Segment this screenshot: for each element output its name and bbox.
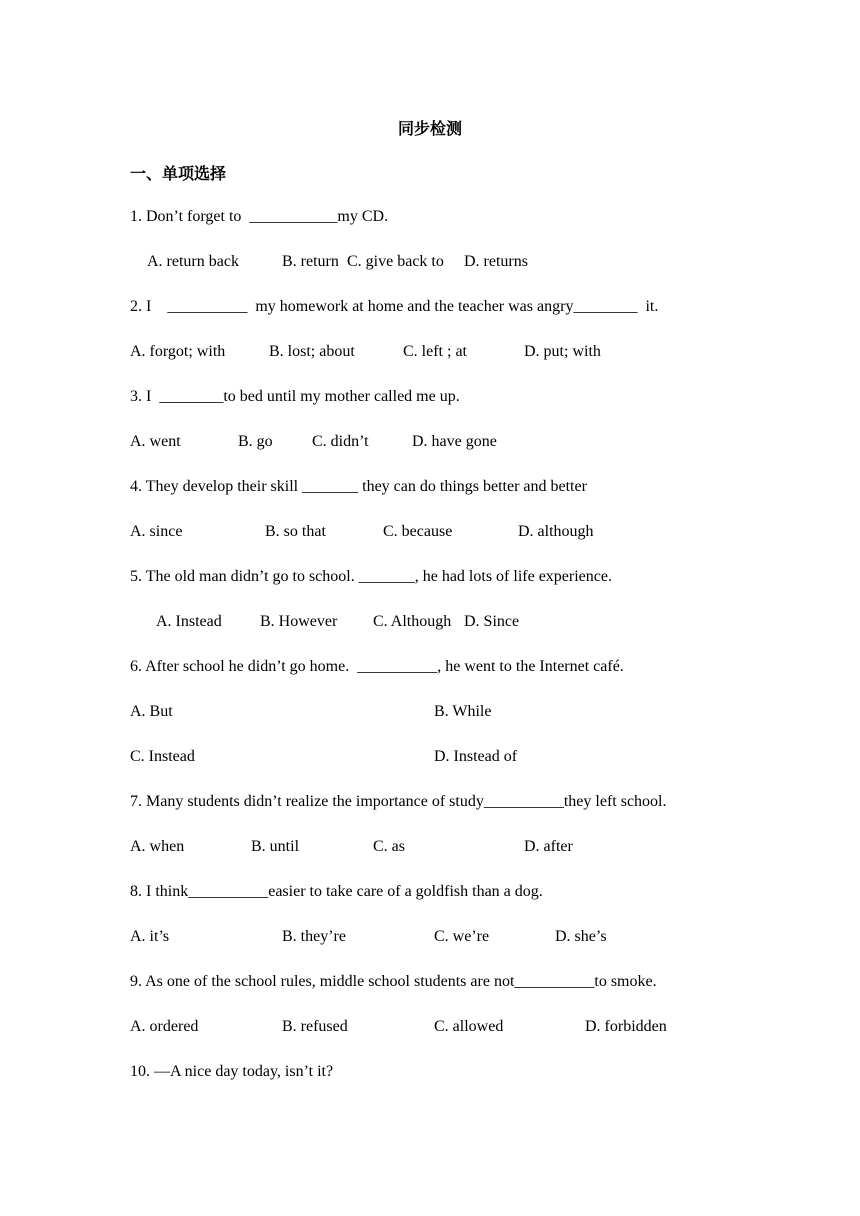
question-7-option-b: B. until: [251, 838, 300, 855]
question-2-option-b: B. lost; about: [269, 343, 355, 360]
question-4-option-a: A. since: [130, 523, 183, 540]
question-2-option-d: D. put; with: [524, 343, 601, 360]
question-4-stem: 4. They develop their skill _______ they can do things better and better: [130, 478, 587, 495]
section-heading: 一、单项选择: [130, 164, 227, 183]
question-2-stem: 2. I __________ my homework at home and the teacher was angry________ it.: [130, 298, 659, 315]
question-6-option-d: D. Instead of: [434, 748, 518, 765]
question-7-stem: 7. Many students didn’t realize the importance of study__________they left school.: [130, 793, 667, 810]
question-3-option-b: B. go: [238, 433, 273, 450]
question-3-option-a: A. went: [130, 433, 181, 450]
question-10-stem: 10. —A nice day today, isn’t it?: [130, 1063, 334, 1080]
question-5-option-a: A. Instead: [156, 613, 222, 630]
question-2-option-a: A. forgot; with: [130, 343, 226, 360]
question-3-option-d: D. have gone: [412, 433, 497, 450]
question-4-option-d: D. although: [518, 523, 594, 540]
question-8-stem: 8. I think__________easier to take care of a goldfish than a dog.: [130, 883, 543, 900]
document-title: 同步检测: [397, 119, 462, 138]
question-1-option-b: B. return: [282, 253, 339, 270]
question-2-option-c: C. left ; at: [403, 343, 467, 360]
question-6-option-c: C. Instead: [130, 748, 195, 765]
question-9-option-b: B. refused: [282, 1018, 348, 1035]
question-3-option-c: C. didn’t: [312, 433, 369, 450]
question-9-stem: 9. As one of the school rules, middle school students are not__________to smoke.: [130, 973, 657, 990]
question-9-option-d: D. forbidden: [585, 1018, 667, 1035]
question-7-option-d: D. after: [524, 838, 573, 855]
question-7-option-c: C. as: [373, 838, 405, 855]
question-8-option-d: D. she’s: [555, 928, 607, 945]
question-6-stem: 6. After school he didn’t go home. __________, he went to the Internet café.: [130, 658, 624, 675]
question-9-option-a: A. ordered: [130, 1018, 199, 1035]
question-1-option-c: C. give back to: [347, 253, 444, 270]
question-4-option-b: B. so that: [265, 523, 326, 540]
question-8-option-a: A. it’s: [130, 928, 170, 945]
question-7-option-a: A. when: [130, 838, 185, 855]
question-9-option-c: C. allowed: [434, 1018, 504, 1035]
question-5-stem: 5. The old man didn’t go to school. _______, he had lots of life experience.: [130, 568, 612, 585]
question-6-option-b: B. While: [434, 703, 492, 720]
question-1-stem: 1. Don’t forget to ___________my CD.: [130, 208, 389, 225]
question-3-stem: 3. I ________to bed until my mother called me up.: [130, 388, 460, 405]
question-5-option-b: B. However: [260, 613, 338, 630]
question-1-option-a: A. return back: [147, 253, 239, 270]
question-5-option-d: D. Since: [464, 613, 520, 630]
question-4-option-c: C. because: [383, 523, 453, 540]
question-8-option-c: C. we’re: [434, 928, 490, 945]
question-5-option-c: C. Although: [373, 613, 452, 630]
question-1-option-d: D. returns: [464, 253, 528, 270]
question-8-option-b: B. they’re: [282, 928, 346, 945]
question-6-option-a: A. But: [130, 703, 173, 720]
